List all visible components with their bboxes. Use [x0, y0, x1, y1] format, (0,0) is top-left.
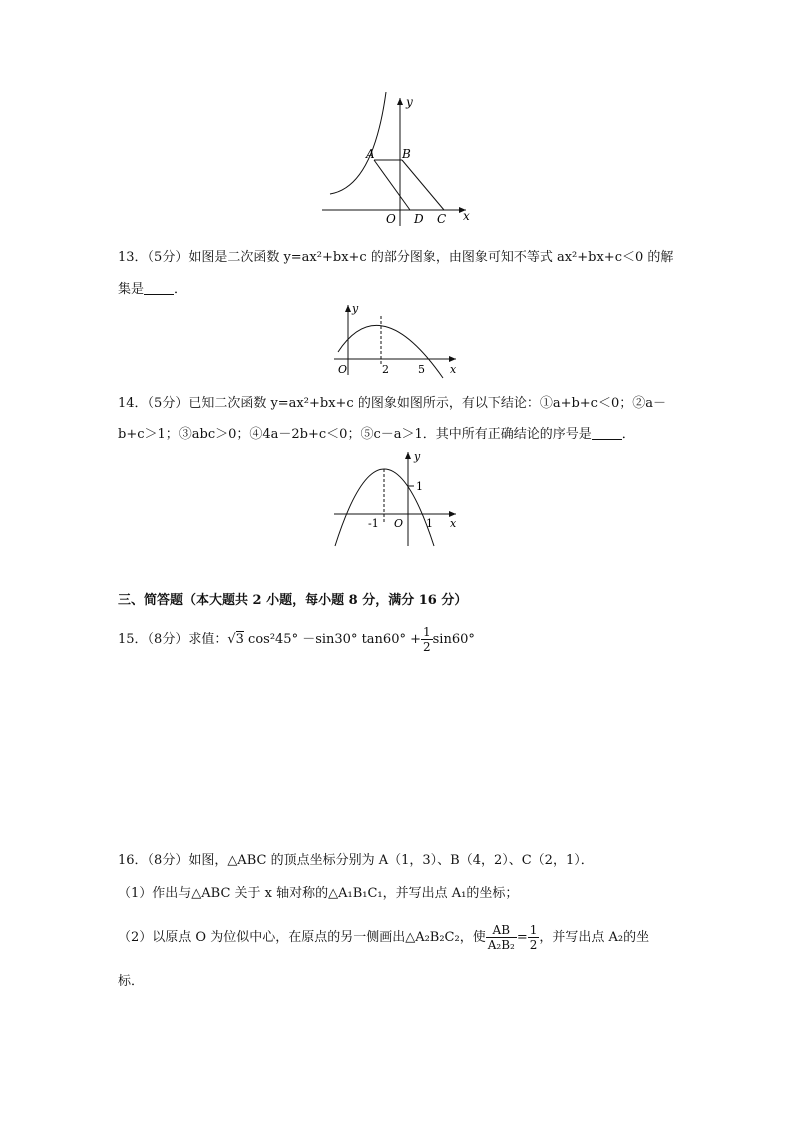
q15-middle: cos²45° －sin30° tan60° +	[243, 632, 421, 647]
fig3-tick-1y: 1	[416, 480, 423, 493]
q15-suffix: sin60°	[432, 632, 475, 647]
figure-2-graph	[330, 300, 465, 382]
fig1-label-a: A	[366, 147, 375, 161]
q15-frac-num: 1	[423, 625, 431, 639]
q16-equals: =	[516, 930, 528, 945]
q14-answer-blank	[592, 427, 622, 440]
q16-frac1-num: AB	[486, 923, 517, 938]
fig2-label-o: O	[338, 363, 348, 376]
fig1-label-d: D	[414, 212, 424, 226]
fig2-label-y: y	[352, 302, 359, 315]
fig3-label-x: x	[450, 517, 457, 530]
fig2-tick-5: 5	[418, 363, 425, 376]
figure-1-graph	[318, 92, 478, 232]
q14-line1: 14．（5分）已知二次函数 y=ax²+bx+c 的图象如图所示，有以下结论：①a+b+c＜0；②a－	[118, 396, 666, 411]
q16-line1: 16．（8分）如图，△ABC 的顶点坐标分别为 A（1，3）、B（4，2）、C（2，1）．	[118, 853, 594, 868]
q16-part2-suffix: ，并写出点 A₂的坐	[539, 930, 650, 945]
q16-part2-prefix: （2）以原点 O 为位似中心，在原点的另一侧画出△A₂B₂C₂，使	[118, 930, 486, 945]
fig1-label-y: y	[406, 95, 413, 109]
fig1-label-o: O	[386, 212, 396, 226]
q16-fraction-half	[528, 923, 540, 952]
q15-prefix: 15．（8分）求值：	[118, 632, 228, 647]
q14-line2	[118, 425, 635, 445]
q16-part2-line2: 标．	[118, 974, 145, 989]
figure-3-graph	[330, 448, 465, 548]
fig3-tick-neg1: -1	[368, 517, 379, 530]
q13-line1: 13．（5分）如图是二次函数 y=ax²+bx+c 的部分图象，由图象可知不等式 ax²+bx+c＜0 的解	[118, 250, 674, 265]
q13-answer-blank	[144, 282, 174, 295]
fig3-label-o: O	[394, 517, 404, 530]
q16-frac2-den: 2	[529, 938, 538, 952]
fig3-tick-1x: 1	[426, 517, 433, 530]
fig1-label-x: x	[463, 209, 470, 223]
q15-fraction	[421, 625, 433, 654]
q16-frac2-num: 1	[529, 923, 538, 937]
q14-line2-prefix: b+c＞1；③abc＞0；④4a－2b+c＜0；⑤c－a＞1．其中所有正确结论的序号是	[118, 427, 592, 442]
fig3-label-y: y	[414, 450, 421, 463]
q16-part2	[118, 920, 649, 956]
q16-frac1-den: A₂B₂	[487, 938, 515, 952]
q13-line2-suffix: ．	[174, 282, 188, 297]
fig1-label-b: B	[402, 147, 411, 161]
q14-line2-suffix: ．	[621, 427, 635, 442]
sqrt-sign: √	[227, 632, 236, 647]
q15-frac-den: 2	[423, 640, 431, 654]
section-3-heading: 三、简答题（本大题共 2 小题，每小题 8 分，满分 16 分）	[118, 593, 468, 608]
fig1-label-c: C	[437, 212, 447, 226]
q13-line2-prefix: 集是	[118, 282, 145, 297]
q13-line2	[118, 280, 187, 300]
fig2-tick-2: 2	[382, 363, 389, 376]
q16-part1: （1）作出与△ABC 关于 x 轴对称的△A₁B₁C₁，并写出点 A₁的坐标；	[118, 886, 519, 901]
fig2-label-x: x	[450, 363, 457, 376]
q15-line	[118, 625, 475, 654]
q16-fraction-ab	[486, 923, 517, 952]
q15-sqrt-arg: 3	[235, 632, 244, 647]
